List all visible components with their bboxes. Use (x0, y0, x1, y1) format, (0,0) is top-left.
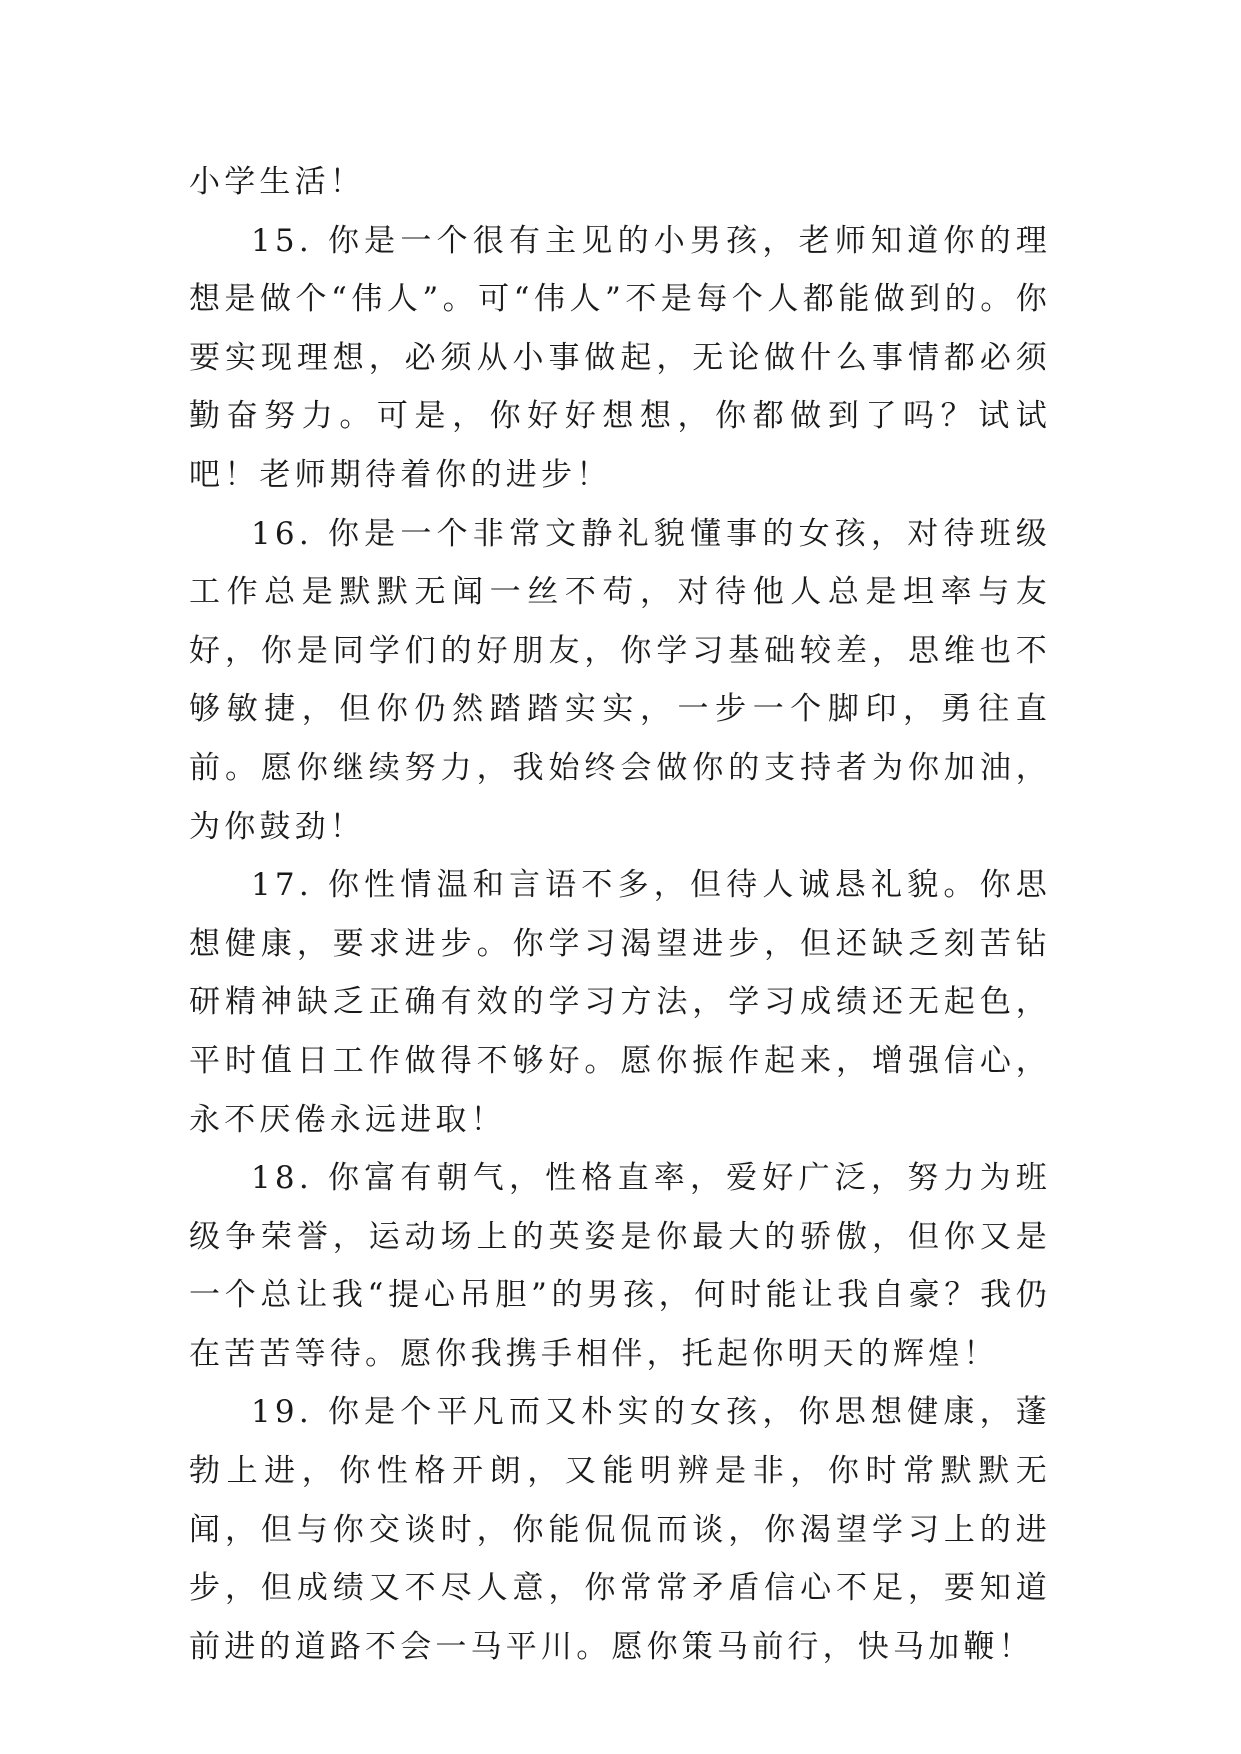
item-text: 你是个平凡而又朴实的女孩，你思想健康，蓬勃上进，你性格开朗，又能明辨是非，你时常默默无闻，但与你交谈时，你能侃侃而谈，你渴望学习上的进步，但成绩又不尽人意，你常常矛盾信心不足，要知道前进的道路不会一马平川。愿你策马前行，快马加鞭！ (189, 1394, 1051, 1665)
continuation-paragraph: 小学生活！ (189, 164, 365, 200)
comment-paragraph-17 (189, 856, 1051, 1149)
item-number: 16. (251, 515, 313, 552)
document-body (189, 153, 1051, 1676)
comment-paragraph-19 (189, 1383, 1051, 1676)
comment-paragraph-16 (189, 505, 1051, 857)
item-text: 你是一个非常文静礼貌懂事的女孩，对待班级工作总是默默无闻一丝不苟，对待他人总是坦率与友好，你是同学们的好朋友，你学习基础较差，思维也不够敏捷，但你仍然踏踏实实，一步一个脚印，勇往直前。愿你继续努力，我始终会做你的支持者为你加油，为你鼓劲！ (189, 515, 1051, 845)
comment-paragraph-15 (189, 212, 1051, 505)
item-text: 你富有朝气，性格直率，爱好广泛，努力为班级争荣誉，运动场上的英姿是你最大的骄傲，但你又是一个总让我“提心吊胆”的男孩，何时能让我自豪？我仍在苦苦等待。愿你我携手相伴，托起你明天的辉煌！ (189, 1160, 1051, 1372)
item-number: 19. (251, 1394, 313, 1431)
item-number: 15. (251, 222, 313, 259)
comment-paragraph-18 (189, 1149, 1051, 1383)
item-number: 17. (251, 867, 313, 904)
item-text: 你性情温和言语不多，但待人诚恳礼貌。你思想健康，要求进步。你学习渴望进步，但还缺乏刻苦钻研精神缺乏正确有效的学习方法，学习成绩还无起色，平时值日工作做得不够好。愿你振作起来，增强信心，永不厌倦永远进取！ (189, 867, 1051, 1138)
item-text: 你是一个很有主见的小男孩，老师知道你的理想是做个“伟人”。可“伟人”不是每个人都能做到的。你要实现理想，必须从小事做起，无论做什么事情都必须勤奋努力。可是，你好好想想，你都做到了吗？试试吧！老师期待着你的进步！ (189, 222, 1051, 493)
item-number: 18. (251, 1160, 313, 1197)
